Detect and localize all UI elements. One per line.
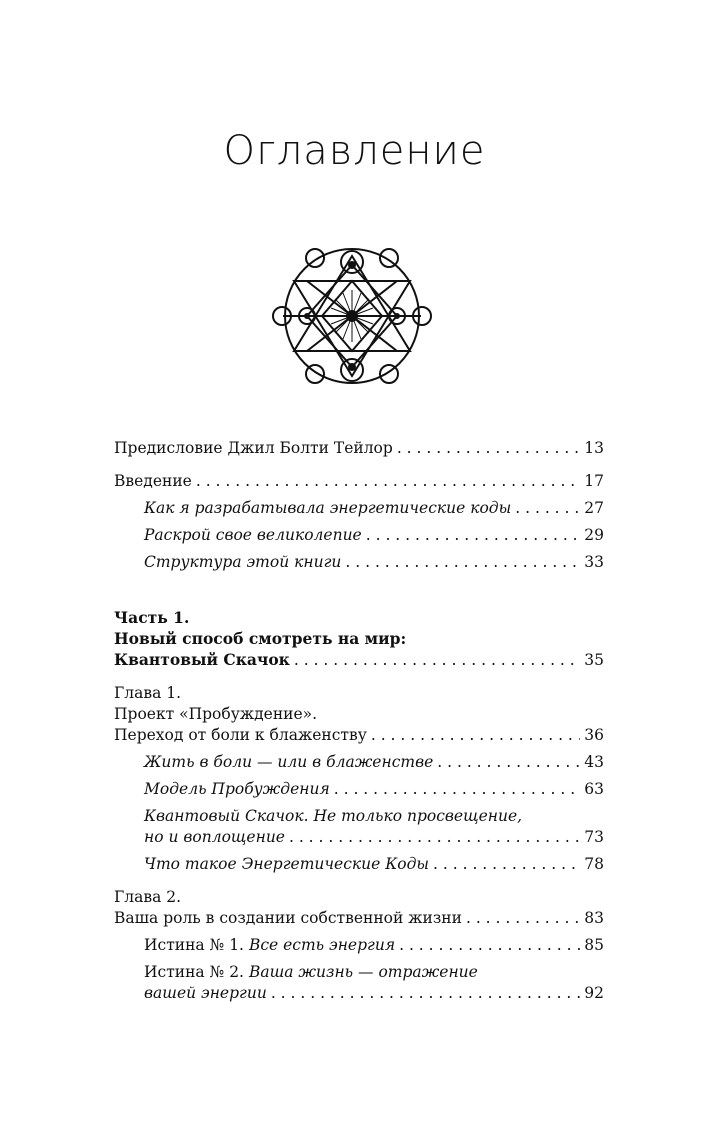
leader-dots [399,935,580,956]
toc-subentry[interactable] [114,854,604,875]
toc-page-number: 33 [584,553,604,571]
leader-dots [271,983,580,1004]
truth-title: Ваша жизнь — отражение [248,963,478,981]
toc-entry-label: Что такое Энергетические Коды [144,855,430,873]
toc-subentry[interactable] [114,962,604,1004]
leader-dots [466,908,580,929]
leader-dots [437,752,580,773]
toc-entry-label: Жить в боли — или в блаженстве [144,753,434,771]
toc-subentry[interactable] [114,779,604,800]
toc-entry-label: Раскрой свое великолепие [144,526,362,544]
toc-entry-label: вашей энергии [144,984,267,1002]
toc-page-number: 92 [584,984,604,1002]
toc-page-number: 17 [584,472,604,490]
truth-title: Все есть энергия [248,936,396,954]
part-number: Часть 1. [114,608,190,627]
toc-entry-label: Ваша роль в создании собственной жизни [114,909,462,927]
chapter-number: Глава 2. [114,888,182,906]
toc-entry-intro[interactable] [114,471,604,492]
toc-entry-label: но и воплощение [144,828,285,846]
toc-entry-label [144,935,395,956]
toc-page-number: 63 [584,780,604,798]
toc-page-number: 36 [584,726,604,744]
truth-prefix: Истина № 2. [144,963,244,981]
leader-dots [433,854,580,875]
toc-subentry[interactable] [114,525,604,546]
table-of-contents [114,438,604,1004]
toc-entry-label: Модель Пробуждения [144,780,330,798]
toc-entry-preface[interactable] [114,438,604,459]
toc-subentry[interactable] [114,806,604,848]
leader-dots [515,498,580,519]
toc-page-number: 83 [584,909,604,927]
toc-chapter-1[interactable] [114,683,604,746]
toc-entry-label: Переход от боли к блаженству [114,726,367,744]
toc-entry-label: Предисловие Джил Болти Тейлор [114,439,393,457]
part-title-line: Новый способ смотреть на мир: [114,629,407,648]
toc-subentry[interactable] [114,498,604,519]
toc-page-number: 78 [584,855,604,873]
toc-page-number: 27 [584,499,604,517]
leader-dots [345,552,580,573]
sacred-geometry-emblem-icon [271,243,433,389]
page-title: Оглавление [223,128,486,174]
toc-page-number: 85 [584,936,604,954]
leader-dots [196,471,580,492]
leader-dots [289,827,580,848]
toc-page-number: 73 [584,828,604,846]
toc-page-number: 35 [584,651,604,669]
leader-dots [397,438,580,459]
toc-page-number: 13 [584,439,604,457]
toc-page-number: 29 [584,526,604,544]
toc-part-1[interactable] [114,607,604,671]
toc-chapter-2[interactable] [114,887,604,929]
leader-dots [366,525,581,546]
toc-entry-label: Как я разрабатывала энергетические коды [144,499,512,517]
leader-dots [294,650,580,671]
toc-subentry[interactable] [114,552,604,573]
toc-entry-label: Структура этой книги [144,553,342,571]
toc-page-number: 43 [584,753,604,771]
toc-entry-label-line: Квантовый Скачок. Не только просвещение, [144,807,523,825]
truth-prefix: Истина № 1. [144,936,244,954]
chapter-title-line: Проект «Пробуждение». [114,705,318,723]
toc-entry-label: Введение [114,472,192,490]
leader-dots [334,779,581,800]
chapter-number: Глава 1. [114,684,182,702]
toc-subentry[interactable] [114,752,604,773]
leader-dots [371,725,580,746]
toc-subentry[interactable] [114,935,604,956]
toc-entry-label-line [144,962,604,983]
toc-entry-label: Квантовый Скачок [114,650,290,669]
